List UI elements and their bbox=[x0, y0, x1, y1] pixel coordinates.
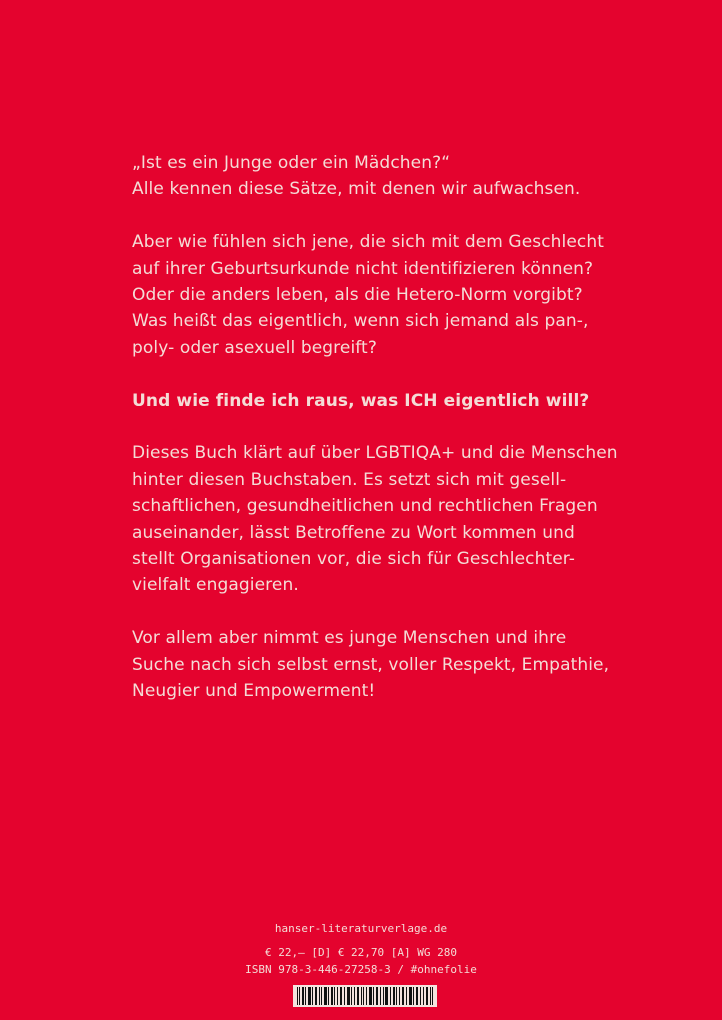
blurb-line: „Ist es ein Junge oder ein Mädchen?“ bbox=[132, 153, 451, 173]
isbn-info: ISBN 978-3-446-27258-3 / #ohnefolie bbox=[245, 963, 477, 976]
barcode-bars bbox=[297, 987, 433, 1005]
blurb-line: Oder die anders leben, als die Hetero-Norm vorgibt? bbox=[132, 285, 583, 306]
blurb-line: schaftlichen, gesundheitlichen und rechtlichen Fragen bbox=[132, 496, 598, 517]
blurb-line: Neugier und Empowerment! bbox=[132, 681, 376, 702]
blurb-highlight-question bbox=[132, 388, 652, 414]
blurb-line: Und wie finde ich raus, was ICH eigentlich will? bbox=[132, 390, 590, 411]
blurb-line: poly- oder asexuell begreift? bbox=[132, 337, 377, 358]
publisher-website: hanser-literaturverlage.de bbox=[274, 922, 448, 935]
blurb-line: hinter diesen Buchstaben. Es setzt sich mit gesell- bbox=[132, 469, 567, 490]
blurb-line: auseinander, lässt Betroffene zu Wort kommen und bbox=[132, 522, 575, 543]
blurb-line: Vor allem aber nimmt es junge Menschen und ihre bbox=[132, 628, 567, 649]
blurb-paragraph-1 bbox=[132, 150, 652, 203]
blurb-line: vielfalt engagieren. bbox=[132, 575, 299, 596]
blurb-paragraph-4 bbox=[132, 440, 652, 598]
blurb-line: Suche nach sich selbst ernst, voller Respekt, Empathie, bbox=[132, 654, 610, 675]
blurb-line: auf ihrer Geburtsurkunde nicht identifizieren können? bbox=[132, 258, 594, 279]
blurb-line: Was heißt das eigentlich, wenn sich jemand als pan-, bbox=[132, 311, 589, 332]
blurb-paragraph-5 bbox=[132, 625, 652, 704]
barcode bbox=[293, 985, 437, 1007]
blurb-text bbox=[132, 150, 652, 731]
blurb-line: stellt Organisationen vor, die sich für Geschlechter- bbox=[132, 549, 576, 570]
blurb-line: Alle kennen diese Sätze, mit denen wir aufwachsen. bbox=[132, 179, 581, 200]
blurb-line: Dieses Buch klärt auf über LGBTIQA+ und die Menschen bbox=[132, 443, 618, 464]
price-info: € 22,– [D] € 22,70 [A] WG 280 bbox=[264, 946, 458, 959]
blurb-line: Aber wie fühlen sich jene, die sich mit dem Geschlecht bbox=[132, 232, 605, 253]
blurb-paragraph-2 bbox=[132, 229, 652, 361]
